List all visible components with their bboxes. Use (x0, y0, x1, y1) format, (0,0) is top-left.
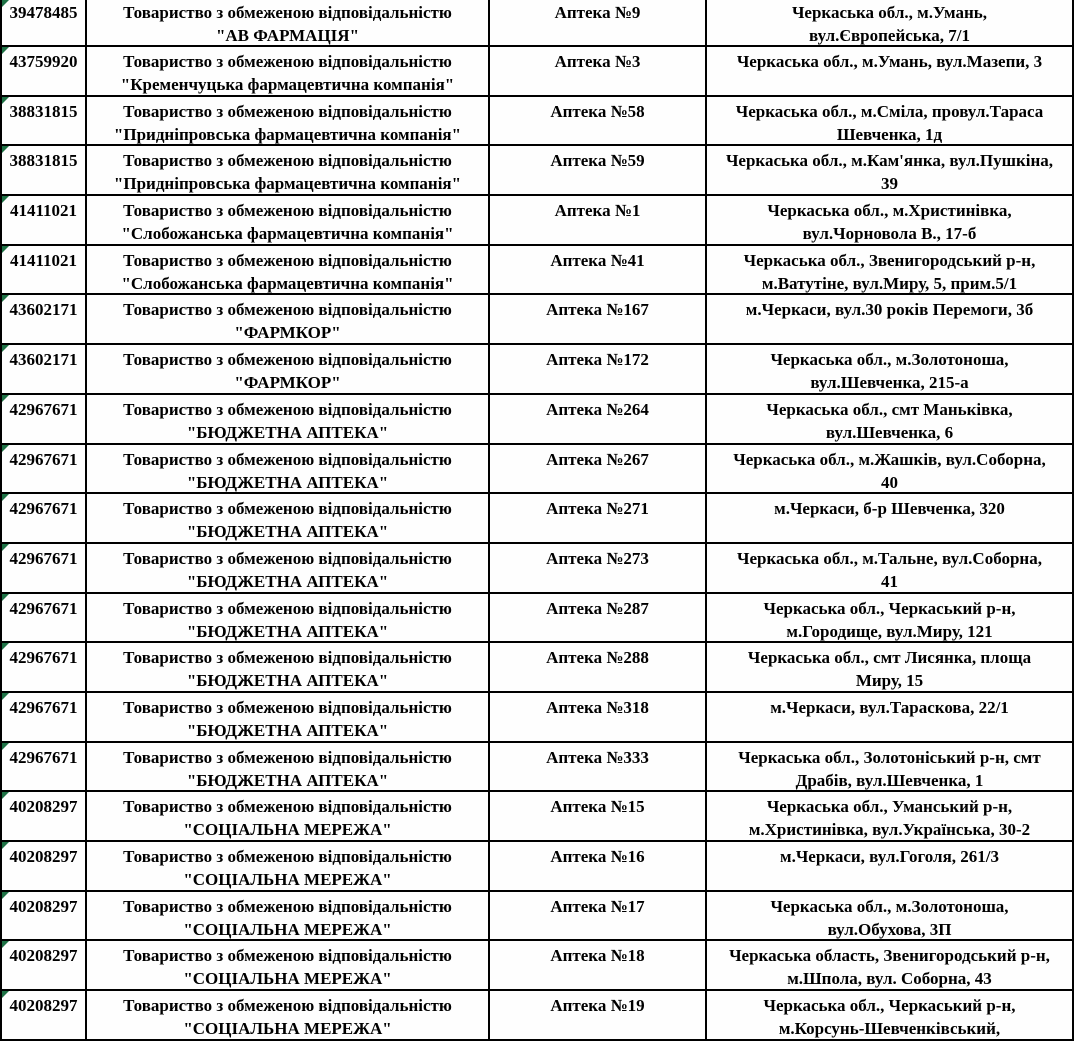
company-cell (87, 743, 490, 793)
address-line1: м.Черкаси, вул.Гоголя, 261/3 (780, 847, 999, 866)
company-line2: "БЮДЖЕТНА АПТЕКА" (186, 770, 389, 790)
edrpou-cell (0, 643, 87, 693)
edrpou-cell (0, 892, 87, 942)
company-line1: Товариство з обмеженою відповідальністю (123, 101, 452, 121)
pharmacy-cell (490, 295, 707, 345)
cell-error-triangle-icon (2, 196, 9, 203)
company-line2: "Кременчуцька фармацевтична компанія" (120, 75, 455, 94)
pharmacy-name: Аптека №59 (550, 151, 645, 171)
company-line1: Товариство з обмеженою відповідальністю (123, 598, 452, 618)
company-line1: Товариство з обмеженою відповідальністю (123, 3, 452, 22)
company-cell (87, 295, 490, 345)
company-cell (87, 643, 490, 693)
address-line2: вул.Шевченка, 215-а (810, 373, 969, 393)
edrpou-cell (0, 395, 87, 445)
address-cell (707, 842, 1074, 892)
address-line2: вул.Шевченка, 6 (825, 422, 954, 442)
company-line1: Товариство з обмеженою відповідальністю (123, 648, 452, 668)
company-line2: "Слобожанська фармацевтична компанія" (121, 224, 454, 244)
address-line1: Черкаська обл., Звенигородський р-н, (743, 250, 1036, 270)
address-line2: Шевченка, 1д (836, 124, 943, 144)
company-cell (87, 842, 490, 892)
company-line1: Товариство з обмеженою відповідальністю (123, 747, 452, 767)
pharmacy-cell (490, 0, 707, 47)
edrpou-code: 42967671 (9, 648, 78, 668)
company-line2: "СОЦІАЛЬНА МЕРЕЖА" (183, 919, 392, 939)
address-line2: м.Христинівка, вул.Українська, 30-2 (748, 820, 1031, 840)
cell-error-triangle-icon (2, 991, 9, 998)
edrpou-cell (0, 345, 87, 395)
address-cell (707, 146, 1074, 196)
pharmacy-name: Аптека №15 (550, 797, 645, 817)
edrpou-code: 42967671 (9, 598, 78, 618)
cell-error-triangle-icon (2, 395, 9, 402)
company-cell (87, 494, 490, 544)
address-line1: Черкаська обл., Золотоніський р-н, смт (738, 747, 1041, 767)
pharmacy-cell (490, 693, 707, 743)
cell-error-triangle-icon (2, 97, 9, 104)
pharmacy-cell (490, 643, 707, 693)
cell-error-triangle-icon (2, 345, 9, 352)
address-line2: Миру, 15 (855, 671, 924, 691)
cell-error-triangle-icon (2, 941, 9, 948)
pharmacy-cell (490, 246, 707, 296)
company-line2: "СОЦІАЛЬНА МЕРЕЖА" (183, 870, 392, 889)
company-line2: "СОЦІАЛЬНА МЕРЕЖА" (183, 820, 392, 840)
pharmacy-name: Аптека №167 (546, 300, 649, 320)
address-cell (707, 892, 1074, 942)
pharmacy-cell (490, 941, 707, 991)
company-line1: Товариство з обмеженою відповідальністю (123, 300, 452, 320)
address-cell (707, 97, 1074, 147)
pharmacy-cell (490, 743, 707, 793)
company-line1: Товариство з обмеженою відповідальністю (123, 797, 452, 817)
edrpou-code: 42967671 (9, 399, 78, 419)
address-line1: Черкаська обл., м.Золотоноша, (770, 350, 1009, 370)
edrpou-code: 42967671 (9, 499, 78, 519)
edrpou-cell (0, 941, 87, 991)
edrpou-code: 40208297 (9, 946, 78, 966)
address-cell (707, 991, 1074, 1041)
company-cell (87, 445, 490, 495)
cell-error-triangle-icon (2, 842, 9, 849)
address-line1: Черкаська обл., м.Сміла, провул.Тараса (735, 101, 1044, 121)
pharmacy-name: Аптека №287 (546, 598, 649, 618)
pharmacy-name: Аптека №19 (550, 996, 645, 1016)
address-cell (707, 445, 1074, 495)
address-cell (707, 494, 1074, 544)
pharmacy-name: Аптека №17 (550, 896, 645, 916)
address-cell (707, 743, 1074, 793)
edrpou-code: 40208297 (9, 896, 78, 916)
edrpou-cell (0, 494, 87, 544)
pharmacy-name: Аптека №172 (546, 350, 649, 370)
pharmacy-cell (490, 494, 707, 544)
address-line1: Черкаська обл., м.Золотоноша, (770, 896, 1009, 916)
pharmacy-name: Аптека №333 (546, 747, 649, 767)
cell-error-triangle-icon (2, 0, 9, 7)
company-cell (87, 97, 490, 147)
edrpou-code: 42967671 (9, 747, 78, 767)
company-cell (87, 693, 490, 743)
cell-error-triangle-icon (2, 246, 9, 253)
pharmacy-cell (490, 47, 707, 97)
pharmacy-name: Аптека №288 (546, 648, 649, 668)
company-line1: Товариство з обмеженою відповідальністю (123, 896, 452, 916)
address-line1: м.Черкаси, вул.Тараскова, 22/1 (770, 697, 1009, 717)
edrpou-code: 40208297 (9, 996, 78, 1016)
edrpou-code: 43759920 (9, 52, 78, 71)
edrpou-cell (0, 991, 87, 1041)
company-line1: Товариство з обмеженою відповідальністю (123, 499, 452, 519)
company-cell (87, 146, 490, 196)
company-cell (87, 941, 490, 991)
address-line1: Черкаська обл., м.Кам'янка, вул.Пушкіна, (725, 151, 1054, 171)
address-line2: м.Ватутіне, вул.Миру, 5, прим.5/1 (761, 273, 1018, 293)
company-cell (87, 544, 490, 594)
address-line1: Черкаська обл., м.Жашків, вул.Соборна, (733, 449, 1046, 469)
edrpou-code: 42967671 (9, 449, 78, 469)
edrpou-cell (0, 445, 87, 495)
address-cell (707, 941, 1074, 991)
address-cell (707, 544, 1074, 594)
edrpou-cell (0, 544, 87, 594)
cell-error-triangle-icon (2, 494, 9, 501)
edrpou-cell (0, 842, 87, 892)
pharmacy-name: Аптека №264 (546, 399, 649, 419)
company-line1: Товариство з обмеженою відповідальністю (123, 399, 452, 419)
cell-error-triangle-icon (2, 47, 9, 54)
address-line2: м.Корсунь-Шевченківський, (778, 1019, 1001, 1039)
cell-error-triangle-icon (2, 544, 9, 551)
edrpou-cell (0, 47, 87, 97)
company-line2: "БЮДЖЕТНА АПТЕКА" (186, 671, 389, 691)
company-line2: "ФАРМКОР" (234, 323, 341, 343)
company-line2: "АВ ФАРМАЦІЯ" (215, 26, 360, 45)
company-line2: "БЮДЖЕТНА АПТЕКА" (186, 422, 389, 442)
address-cell (707, 246, 1074, 296)
address-line2: 39 (881, 174, 898, 194)
company-line1: Товариство з обмеженою відповідальністю (123, 201, 452, 221)
address-line2: вул.Обухова, 3П (827, 919, 952, 939)
edrpou-cell (0, 196, 87, 246)
company-cell (87, 395, 490, 445)
address-line1: Черкаська обл., м.Умань, вул.Мазепи, 3 (736, 52, 1043, 71)
pharmacy-name: Аптека №267 (546, 449, 649, 469)
address-line1: Черкаська область, Звенигородський р-н, (729, 946, 1050, 966)
address-cell (707, 792, 1074, 842)
pharmacy-cell (490, 146, 707, 196)
address-line1: Черкаська обл., м.Умань, (791, 3, 988, 22)
edrpou-code: 42967671 (9, 548, 78, 568)
edrpou-cell (0, 594, 87, 644)
pharmacy-name: Аптека №18 (550, 946, 645, 966)
pharmacy-name: Аптека №41 (550, 250, 645, 270)
address-line2: Драбів, вул.Шевченка, 1 (795, 770, 984, 790)
company-line1: Товариство з обмеженою відповідальністю (123, 697, 452, 717)
address-cell (707, 395, 1074, 445)
company-cell (87, 246, 490, 296)
address-line2: м.Городище, вул.Миру, 121 (786, 621, 993, 641)
edrpou-cell (0, 295, 87, 345)
edrpou-code: 40208297 (9, 847, 78, 866)
cell-error-triangle-icon (2, 792, 9, 799)
edrpou-code: 42967671 (9, 697, 78, 717)
address-line1: м.Черкаси, вул.30 років Перемоги, 3б (745, 300, 1034, 320)
company-line2: "ФАРМКОР" (234, 373, 341, 393)
pharmacy-cell (490, 196, 707, 246)
pharmacy-cell (490, 395, 707, 445)
company-line1: Товариство з обмеженою відповідальністю (123, 847, 452, 866)
pharmacy-cell (490, 792, 707, 842)
address-line1: Черкаська обл., м.Христинівка, (767, 201, 1012, 221)
edrpou-cell (0, 693, 87, 743)
edrpou-cell (0, 792, 87, 842)
edrpou-code: 41411021 (9, 201, 78, 221)
edrpou-code: 38831815 (9, 101, 78, 121)
edrpou-cell (0, 743, 87, 793)
company-line1: Товариство з обмеженою відповідальністю (123, 350, 452, 370)
edrpou-cell (0, 97, 87, 147)
pharmacy-name: Аптека №3 (554, 52, 641, 71)
edrpou-code: 38831815 (9, 151, 78, 171)
company-cell (87, 345, 490, 395)
company-line1: Товариство з обмеженою відповідальністю (123, 548, 452, 568)
cell-error-triangle-icon (2, 295, 9, 302)
address-cell (707, 345, 1074, 395)
pharmacy-cell (490, 842, 707, 892)
address-line2: 41 (881, 571, 898, 591)
company-line2: "СОЦІАЛЬНА МЕРЕЖА" (183, 1019, 392, 1039)
pharmacy-name: Аптека №9 (554, 3, 641, 22)
pharmacy-name: Аптека №1 (554, 201, 641, 221)
company-cell (87, 594, 490, 644)
edrpou-code: 43602171 (9, 350, 78, 370)
company-line1: Товариство з обмеженою відповідальністю (123, 52, 452, 71)
cell-error-triangle-icon (2, 643, 9, 650)
pharmacy-name: Аптека №58 (550, 101, 645, 121)
company-cell (87, 991, 490, 1041)
pharmacy-cell (490, 445, 707, 495)
address-line2: 40 (881, 472, 898, 492)
edrpou-cell (0, 0, 87, 47)
address-line2: м.Шпола, вул. Соборна, 43 (787, 969, 992, 989)
company-line2: "СОЦІАЛЬНА МЕРЕЖА" (183, 969, 392, 989)
company-cell (87, 196, 490, 246)
cell-error-triangle-icon (2, 445, 9, 452)
company-cell (87, 47, 490, 97)
company-line2: "Придніпровська фармацевтична компанія" (113, 174, 462, 194)
address-line1: Черкаська обл., Уманський р-н, (766, 797, 1013, 817)
address-line1: Черкаська обл., Черкаський р-н, (763, 996, 1016, 1016)
company-line1: Товариство з обмеженою відповідальністю (123, 449, 452, 469)
pharmacy-cell (490, 892, 707, 942)
company-line2: "Придніпровська фармацевтична компанія" (113, 124, 462, 144)
company-line2: "Слобожанська фармацевтична компанія" (121, 273, 454, 293)
cell-error-triangle-icon (2, 594, 9, 601)
edrpou-code: 40208297 (9, 797, 78, 817)
company-cell (87, 0, 490, 47)
address-line1: Черкаська обл., смт Маньківка, (766, 399, 1013, 419)
edrpou-code: 39478485 (9, 3, 78, 22)
pharmacy-cell (490, 345, 707, 395)
company-cell (87, 892, 490, 942)
address-cell (707, 295, 1074, 345)
cell-error-triangle-icon (2, 743, 9, 750)
pharmacy-cell (490, 594, 707, 644)
company-line1: Товариство з обмеженою відповідальністю (123, 996, 452, 1016)
company-line2: "БЮДЖЕТНА АПТЕКА" (186, 472, 389, 492)
company-line2: "БЮДЖЕТНА АПТЕКА" (186, 720, 389, 740)
address-cell (707, 643, 1074, 693)
pharmacy-cell (490, 991, 707, 1041)
address-cell (707, 0, 1074, 47)
address-line1: Черкаська обл., смт Лисянка, площа (747, 648, 1032, 668)
address-line1: м.Черкаси, б-р Шевченка, 320 (774, 499, 1005, 519)
pharmacy-cell (490, 97, 707, 147)
address-line2: вул.Європейська, 7/1 (808, 26, 971, 45)
cell-error-triangle-icon (2, 693, 9, 700)
company-line1: Товариство з обмеженою відповідальністю (123, 250, 452, 270)
company-cell (87, 792, 490, 842)
address-cell (707, 594, 1074, 644)
company-line2: "БЮДЖЕТНА АПТЕКА" (186, 571, 389, 591)
address-cell (707, 196, 1074, 246)
pharmacy-name: Аптека №16 (550, 847, 645, 866)
pharmacy-name: Аптека №318 (546, 697, 649, 717)
pharmacy-name: Аптека №273 (546, 548, 649, 568)
edrpou-code: 43602171 (9, 300, 78, 320)
address-line1: Черкаська обл., м.Тальне, вул.Соборна, (737, 548, 1042, 568)
company-line2: "БЮДЖЕТНА АПТЕКА" (186, 621, 389, 641)
cell-error-triangle-icon (2, 892, 9, 899)
pharmacy-cell (490, 544, 707, 594)
company-line1: Товариство з обмеженою відповідальністю (123, 946, 452, 966)
edrpou-code: 41411021 (9, 250, 78, 270)
edrpou-cell (0, 246, 87, 296)
edrpou-cell (0, 146, 87, 196)
cell-error-triangle-icon (2, 146, 9, 153)
address-cell (707, 47, 1074, 97)
address-line2: вул.Чорновола В., 17-б (802, 224, 977, 244)
address-cell (707, 693, 1074, 743)
company-line1: Товариство з обмеженою відповідальністю (123, 151, 452, 171)
company-line2: "БЮДЖЕТНА АПТЕКА" (186, 522, 389, 542)
pharmacy-name: Аптека №271 (546, 499, 649, 519)
address-line1: Черкаська обл., Черкаський р-н, (763, 598, 1016, 618)
